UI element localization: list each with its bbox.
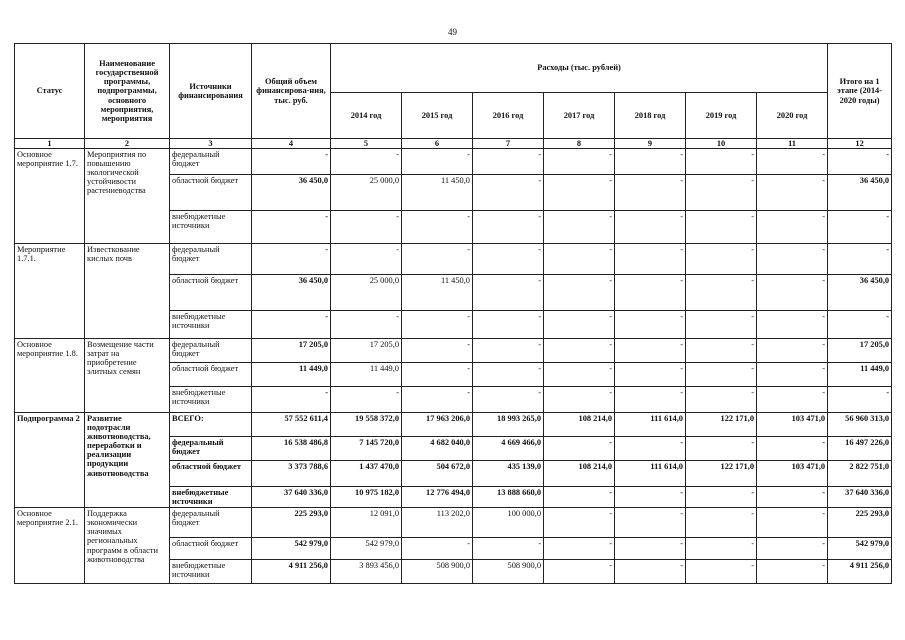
cell-year-value: - (544, 149, 615, 175)
row-source: федеральный бюджет (170, 437, 252, 461)
cell-total: 542 979,0 (252, 538, 331, 560)
cell-year-value: 108 214,0 (544, 413, 615, 437)
row-source: федеральный бюджет (170, 149, 252, 175)
row-source: областной бюджет (170, 275, 252, 311)
cell-itogo: 225 293,0 (828, 508, 892, 538)
cell-year-value: - (615, 437, 686, 461)
cell-total: 57 552 611,4 (252, 413, 331, 437)
cell-total: 37 640 336,0 (252, 487, 331, 508)
cell-year-value: 100 000,0 (473, 508, 544, 538)
cell-year-value: - (402, 363, 473, 387)
cell-year-value: - (473, 211, 544, 244)
cell-year-value: - (686, 508, 757, 538)
cell-year-value: - (473, 175, 544, 211)
cell-itogo: 4 911 256,0 (828, 560, 892, 584)
table-row (15, 339, 892, 363)
row-name: Мероприятия по повышению экологической устойчивости растениеводства (85, 149, 170, 244)
row-source: областной бюджет (170, 538, 252, 560)
cell-total: 225 293,0 (252, 508, 331, 538)
cell-itogo: 36 450,0 (828, 175, 892, 211)
cell-year-value: - (757, 508, 828, 538)
cell-itogo: - (828, 211, 892, 244)
cell-year-value: - (544, 560, 615, 584)
row-source: областной бюджет (170, 363, 252, 387)
cell-year-value: - (686, 244, 757, 275)
cell-year-value: - (757, 538, 828, 560)
cell-itogo: 11 449,0 (828, 363, 892, 387)
cell-year-value: - (544, 211, 615, 244)
cell-total: 16 538 486,8 (252, 437, 331, 461)
column-number: 5 (331, 139, 402, 149)
cell-year-value: 122 171,0 (686, 413, 757, 437)
cell-year-value: - (473, 244, 544, 275)
cell-year-value: 111 614,0 (615, 413, 686, 437)
cell-year-value: - (544, 487, 615, 508)
cell-total: 11 449,0 (252, 363, 331, 387)
cell-year-value: - (331, 244, 402, 275)
budget-table (14, 43, 892, 584)
cell-year-value: - (686, 487, 757, 508)
cell-year-value: 11 450,0 (402, 175, 473, 211)
cell-year-value: - (615, 487, 686, 508)
cell-year-value: - (615, 339, 686, 363)
page-number: 49 (448, 27, 457, 37)
column-number: 6 (402, 139, 473, 149)
cell-itogo: 17 205,0 (828, 339, 892, 363)
column-numbers-row (15, 139, 892, 149)
cell-year-value: - (544, 387, 615, 413)
cell-year-value: 435 139,0 (473, 461, 544, 487)
table-body (15, 149, 892, 584)
cell-year-value: - (544, 437, 615, 461)
cell-year-value: - (686, 387, 757, 413)
header-year: 2020 год (757, 93, 828, 139)
cell-year-value: 7 145 720,0 (331, 437, 402, 461)
cell-total: 17 205,0 (252, 339, 331, 363)
cell-year-value: - (615, 211, 686, 244)
cell-year-value: 11 449,0 (331, 363, 402, 387)
cell-year-value: 12 776 494,0 (402, 487, 473, 508)
cell-year-value: - (331, 211, 402, 244)
cell-year-value: - (686, 149, 757, 175)
row-source: ВСЕГО: (170, 413, 252, 437)
row-source: федеральный бюджет (170, 339, 252, 363)
cell-year-value: - (473, 538, 544, 560)
row-name: Возмещение части затрат на приобретение элитных семян (85, 339, 170, 413)
cell-year-value: - (402, 387, 473, 413)
header-year: 2019 год (686, 93, 757, 139)
cell-year-value: - (544, 339, 615, 363)
column-number: 11 (757, 139, 828, 149)
column-number: 4 (252, 139, 331, 149)
row-source: внебюджетные источники (170, 487, 252, 508)
cell-total: - (252, 311, 331, 339)
cell-year-value: - (544, 175, 615, 211)
cell-total: 3 373 788,6 (252, 461, 331, 487)
column-number: 2 (85, 139, 170, 149)
cell-year-value: - (544, 311, 615, 339)
table-row (15, 244, 892, 275)
cell-year-value: - (757, 244, 828, 275)
cell-year-value: - (473, 387, 544, 413)
cell-year-value: 3 893 456,0 (331, 560, 402, 584)
header-year: 2018 год (615, 93, 686, 139)
cell-year-value: 25 000,0 (331, 175, 402, 211)
row-status: Подпрограмма 2 (15, 413, 85, 508)
column-number: 7 (473, 139, 544, 149)
row-status: Основное мероприятие 1.8. (15, 339, 85, 413)
cell-year-value: - (473, 149, 544, 175)
header-year: 2014 год (331, 93, 402, 139)
cell-total: - (252, 211, 331, 244)
cell-year-value: - (402, 538, 473, 560)
cell-year-value: - (757, 211, 828, 244)
cell-year-value: - (757, 175, 828, 211)
cell-year-value: - (544, 244, 615, 275)
header-total: Общий объем финансирова-ния, тыс. руб. (252, 44, 331, 139)
row-name: Развитие подотрасли животноводства, переработки и реализации продукции животноводства (85, 413, 170, 508)
header-expenses: Расходы (тыс. рублей) (331, 44, 828, 93)
cell-year-value: - (331, 387, 402, 413)
cell-itogo: 37 640 336,0 (828, 487, 892, 508)
row-source: областной бюджет (170, 175, 252, 211)
cell-year-value: - (402, 339, 473, 363)
cell-year-value: 508 900,0 (473, 560, 544, 584)
cell-year-value: - (757, 437, 828, 461)
cell-year-value: - (757, 275, 828, 311)
cell-itogo: - (828, 311, 892, 339)
cell-itogo: 2 822 751,0 (828, 461, 892, 487)
cell-year-value: 122 171,0 (686, 461, 757, 487)
cell-year-value: 1 437 470,0 (331, 461, 402, 487)
cell-itogo: 36 450,0 (828, 275, 892, 311)
cell-year-value: - (757, 487, 828, 508)
cell-year-value: 19 558 372,0 (331, 413, 402, 437)
column-number: 3 (170, 139, 252, 149)
cell-year-value: - (757, 339, 828, 363)
cell-year-value: - (757, 149, 828, 175)
cell-year-value: - (615, 387, 686, 413)
cell-year-value: - (757, 363, 828, 387)
cell-year-value: 25 000,0 (331, 275, 402, 311)
cell-year-value: 4 669 466,0 (473, 437, 544, 461)
header-itogo: Итого на 1 этапе (2014-2020 годы) (828, 44, 892, 139)
cell-year-value: - (615, 149, 686, 175)
row-status: Основное мероприятие 1.7. (15, 149, 85, 244)
cell-total: 4 911 256,0 (252, 560, 331, 584)
row-name: Поддержка экономически значимых региональных программ в области животноводства (85, 508, 170, 584)
cell-year-value: - (686, 175, 757, 211)
cell-itogo: 56 960 313,0 (828, 413, 892, 437)
cell-year-value: 542 979,0 (331, 538, 402, 560)
header-name: Наименование государственной программы, подпрограммы, основного мероприятия, мероприятия (85, 44, 170, 139)
cell-year-value: - (544, 363, 615, 387)
cell-year-value: 17 205,0 (331, 339, 402, 363)
cell-year-value: 108 214,0 (544, 461, 615, 487)
cell-year-value: - (615, 311, 686, 339)
cell-year-value: - (615, 244, 686, 275)
row-name: Известкование кислых почв (85, 244, 170, 339)
row-status: Мероприятие 1.7.1. (15, 244, 85, 339)
row-source: внебюджетные источники (170, 560, 252, 584)
cell-year-value: - (615, 175, 686, 211)
cell-total: - (252, 244, 331, 275)
cell-total: 36 450,0 (252, 275, 331, 311)
cell-year-value: - (686, 363, 757, 387)
cell-year-value: 504 672,0 (402, 461, 473, 487)
cell-year-value: - (615, 560, 686, 584)
cell-year-value: - (544, 538, 615, 560)
header-status: Статус (15, 44, 85, 139)
table-row (15, 149, 892, 175)
cell-total: - (252, 149, 331, 175)
cell-year-value: 13 888 660,0 (473, 487, 544, 508)
cell-year-value: - (615, 508, 686, 538)
cell-year-value: - (473, 311, 544, 339)
cell-year-value: - (331, 311, 402, 339)
cell-year-value: 103 471,0 (757, 461, 828, 487)
cell-year-value: - (686, 437, 757, 461)
cell-year-value: 11 450,0 (402, 275, 473, 311)
header-sources: Источники финансирования (170, 44, 252, 139)
row-source: внебюджетные источники (170, 311, 252, 339)
header-year: 2017 год (544, 93, 615, 139)
column-number: 9 (615, 139, 686, 149)
cell-year-value: - (757, 387, 828, 413)
cell-year-value: - (473, 339, 544, 363)
cell-total: - (252, 387, 331, 413)
cell-itogo: - (828, 149, 892, 175)
row-source: внебюджетные источники (170, 387, 252, 413)
table-row (15, 508, 892, 538)
cell-year-value: - (615, 538, 686, 560)
cell-year-value: - (473, 363, 544, 387)
cell-total: 36 450,0 (252, 175, 331, 211)
cell-year-value: - (686, 560, 757, 584)
cell-itogo: 542 979,0 (828, 538, 892, 560)
cell-year-value: - (686, 275, 757, 311)
cell-year-value: - (686, 339, 757, 363)
cell-year-value: - (757, 560, 828, 584)
cell-year-value: - (615, 363, 686, 387)
cell-year-value: - (686, 311, 757, 339)
cell-year-value: 12 091,0 (331, 508, 402, 538)
cell-year-value: - (686, 211, 757, 244)
cell-year-value: - (544, 275, 615, 311)
row-source: областной бюджет (170, 461, 252, 487)
cell-year-value: - (402, 311, 473, 339)
cell-year-value: - (686, 538, 757, 560)
cell-year-value: - (402, 211, 473, 244)
column-number: 8 (544, 139, 615, 149)
cell-year-value: - (402, 244, 473, 275)
cell-year-value: 111 614,0 (615, 461, 686, 487)
cell-year-value: 10 975 182,0 (331, 487, 402, 508)
header-year: 2016 год (473, 93, 544, 139)
cell-year-value: - (473, 275, 544, 311)
cell-year-value: - (757, 311, 828, 339)
cell-year-value: 18 993 265,0 (473, 413, 544, 437)
cell-year-value: - (544, 508, 615, 538)
cell-year-value: 508 900,0 (402, 560, 473, 584)
cell-itogo: - (828, 387, 892, 413)
row-status: Основное мероприятие 2.1. (15, 508, 85, 584)
cell-year-value: - (331, 149, 402, 175)
row-source: внебюджетные источники (170, 211, 252, 244)
row-source: федеральный бюджет (170, 244, 252, 275)
cell-year-value: - (402, 149, 473, 175)
cell-itogo: - (828, 244, 892, 275)
row-source: федеральный бюджет (170, 508, 252, 538)
cell-year-value: 4 682 040,0 (402, 437, 473, 461)
column-number: 10 (686, 139, 757, 149)
header-year: 2015 год (402, 93, 473, 139)
table-row (15, 413, 892, 437)
cell-year-value: 103 471,0 (757, 413, 828, 437)
column-number: 1 (15, 139, 85, 149)
column-number: 12 (828, 139, 892, 149)
cell-year-value: 17 963 206,0 (402, 413, 473, 437)
cell-year-value: - (615, 275, 686, 311)
cell-itogo: 16 497 226,0 (828, 437, 892, 461)
cell-year-value: 113 202,0 (402, 508, 473, 538)
